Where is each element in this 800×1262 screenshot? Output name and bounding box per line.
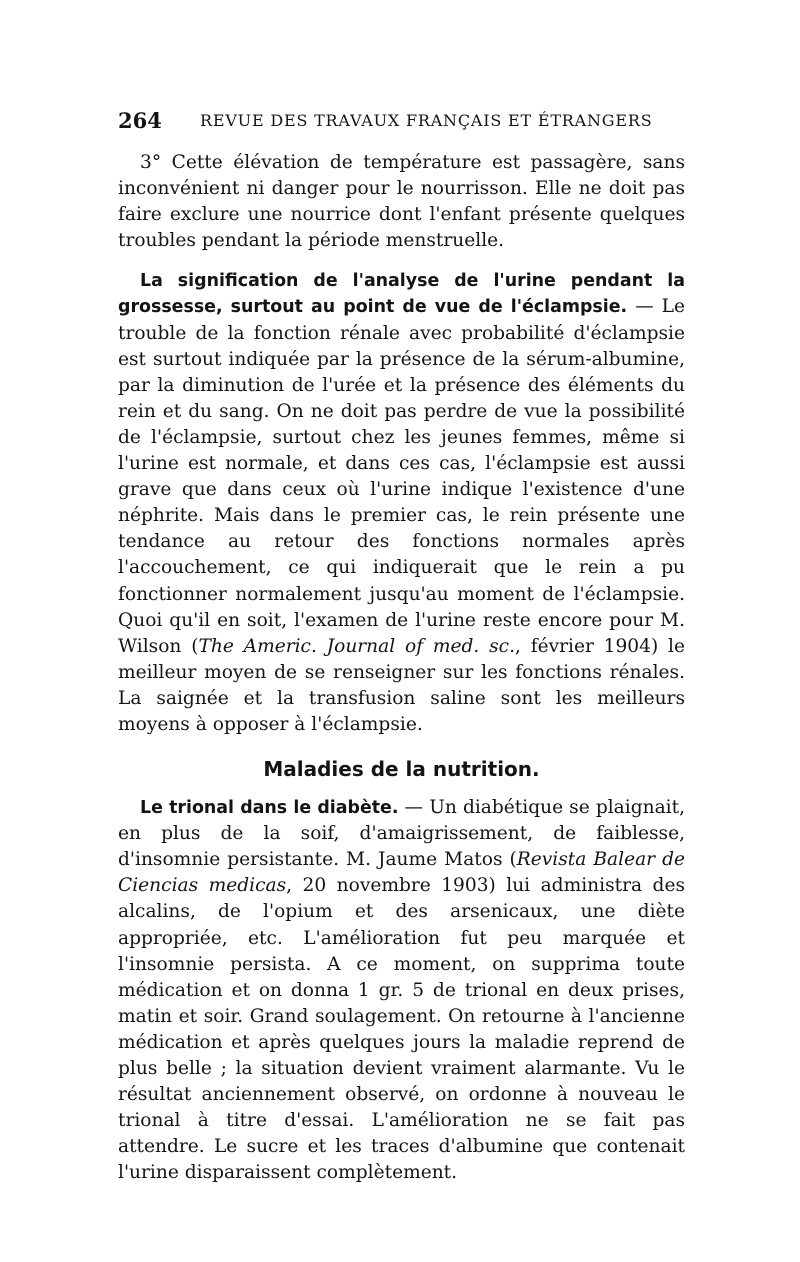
paragraph-text: 3° Cette élévation de température est passagère, sans inconvénient ni danger pour le nourrisson. Elle ne doit pas faire exclure une nourrice dont l'enfant présente quelques troubles pendant la période menstruelle. bbox=[118, 152, 685, 252]
running-title: REVUE DES TRAVAUX FRANÇAIS ET ÉTRANGERS bbox=[200, 111, 653, 130]
article-body-start: — Un diabétique se plaignait, en plus de la soif, d'amaigrissement, de faiblesse, d'insomnie persistante. M. Jaume Matos ( bbox=[118, 797, 685, 871]
page-number: 264 bbox=[118, 108, 162, 133]
body-text bbox=[118, 150, 685, 1186]
article-body-end: , février 1904) le meilleur moyen de se renseigner sur les fonctions rénales. La saignée et la transfusion saline sont les meilleurs moyens à opposer à l'éclampsie. bbox=[118, 635, 685, 735]
article-trional-diabetes bbox=[118, 795, 685, 1186]
article-body-end: , 20 novembre 1903) lui administra des alcalins, de l'opium et des arsenicaux, une diète appropriée, etc. L'amélioration fut peu marquée et l'insomnie persista. A ce moment, on supprima toute médication et on donna 1 gr. 5 de trional en deux prises, matin et soir. Grand soulagement. On retourne à l'ancienne médication et après quelques jours la maladie reprend de plus belle ; la situation devient vraiment alarmante. Vu le résultat anciennement observé, on ordonne à nouveau le trional à titre d'essai. L'amélioration ne se fait pas attendre. Le sucre et les traces d'albumine que contenait l'urine disparaissent complètement. bbox=[118, 875, 685, 1184]
journal-reference: Revista Balear de Ciencias medicas bbox=[118, 849, 685, 897]
article-body-start: — Le trouble de la fonction rénale avec probabilité d'éclampsie est surtout indiquée par la présence de la sérum-albumine, par la diminution de l'urée et la présence des éléments du rein et du sang. On ne doit pas perdre de vue la possibilité de l'éclampsie, surtout chez les jeunes femmes, même si l'urine est normale, et dans ces cas, l'éclampsie est aussi grave que dans ceux où l'urine indique l'existence d'une néphrite. Mais dans le premier cas, le rein présente une tendance au retour des fonctions normales après l'accouchement, ce qui indiquerait que le rein a pu fonctionner normalement jusqu'au moment de l'éclampsie. Quoi qu'il en soit, l'examen de l'urine reste encore pour M. Wilson ( bbox=[118, 296, 685, 657]
running-head bbox=[118, 108, 683, 138]
section-heading: Maladies de la nutrition. bbox=[263, 757, 540, 782]
paragraph-menstruation-conclusion bbox=[118, 150, 685, 254]
article-title: La signification de l'analyse de l'urine pendant la grossesse, surtout au point de vue de l'éclampsie. bbox=[118, 271, 685, 318]
article-title: Le trional dans le diabète. bbox=[140, 798, 399, 819]
journal-reference: The Americ. Journal of med. sc. bbox=[198, 635, 515, 657]
article-urine-eclampsia bbox=[118, 268, 685, 738]
